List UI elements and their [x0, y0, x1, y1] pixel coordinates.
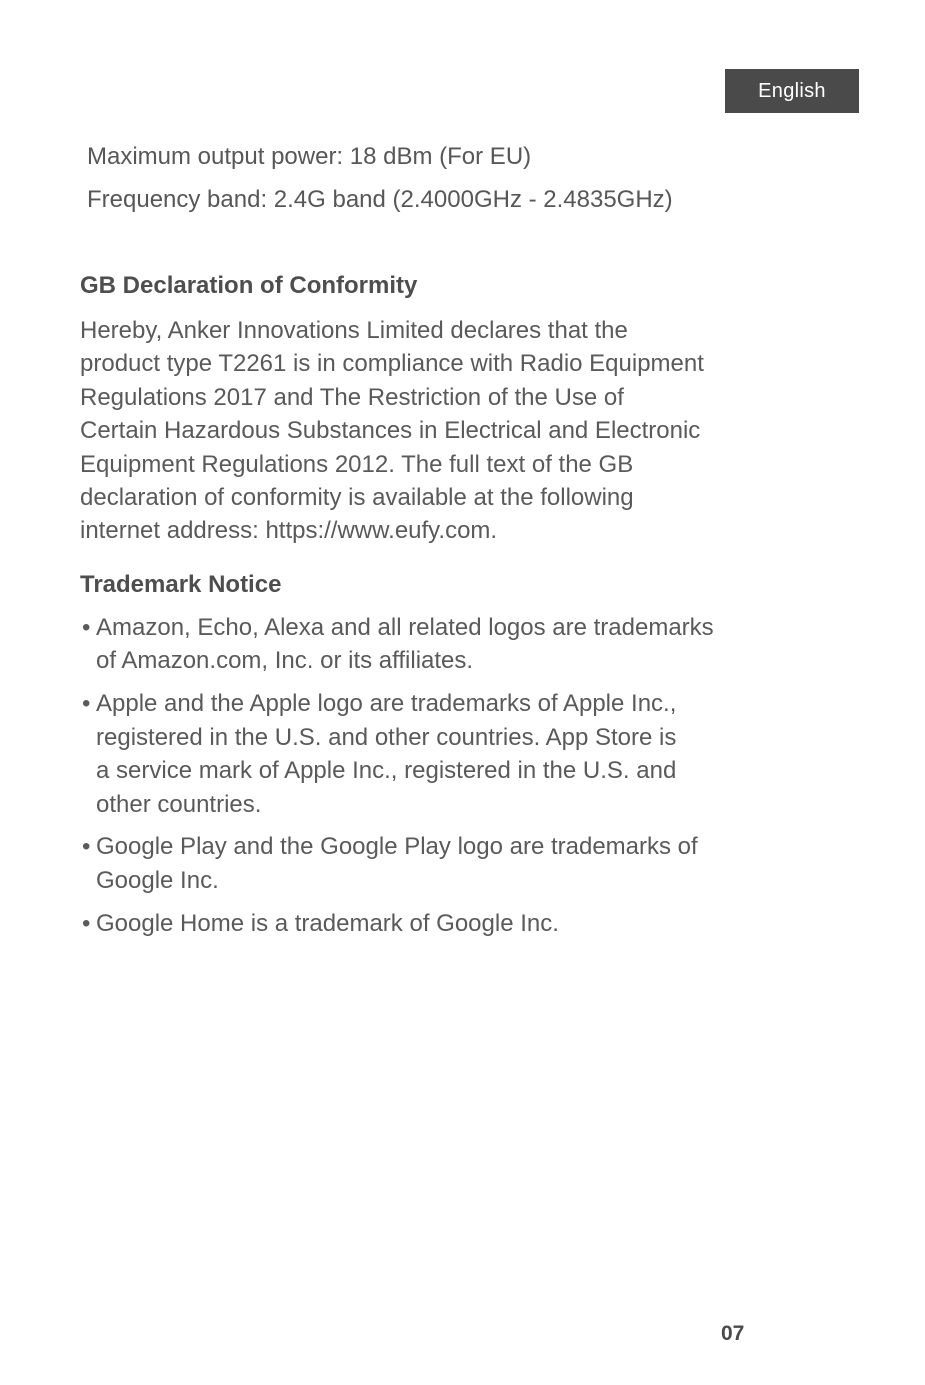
gb-declaration-line: product type T2261 is in compliance with Radio Equipment [80, 350, 704, 378]
gb-declaration-line: Certain Hazardous Substances in Electrical and Electronic [80, 417, 701, 445]
bullet-icon: • [82, 909, 91, 937]
list-item-line: Google Play and the Google Play logo are trademarks of [96, 833, 698, 861]
language-tab: English [725, 69, 859, 113]
list-item [80, 907, 770, 940]
spec-frequency-band: Frequency band: 2.4G band (2.4000GHz - 2.4835GHz) [87, 186, 673, 213]
list-item [80, 687, 770, 821]
list-item-line: Apple and the Apple logo are trademarks of Apple Inc., [96, 690, 677, 718]
bullet-icon: • [82, 690, 91, 718]
bullet-icon: • [82, 833, 91, 861]
gb-declaration-body [80, 314, 770, 548]
list-item [80, 830, 770, 897]
trademark-notice-title: Trademark Notice [80, 571, 282, 598]
bullet-icon: • [82, 614, 91, 641]
list-item-line: Amazon, Echo, Alexa and all related logos are trademarks [96, 614, 714, 641]
gb-declaration-line: declaration of conformity is available at the following [80, 484, 634, 512]
trademark-list [80, 611, 770, 950]
list-item-line: Google Inc. [96, 866, 219, 894]
gb-declaration-title: GB Declaration of Conformity [80, 272, 418, 299]
list-item-line: registered in the U.S. and other countries. App Store is [96, 723, 677, 751]
gb-declaration-line: internet address: https://www.eufy.com. [80, 517, 498, 545]
gb-declaration-line: Regulations 2017 and The Restriction of the Use of [80, 383, 624, 411]
list-item [80, 611, 770, 678]
spec-max-output-power: Maximum output power: 18 dBm (For EU) [87, 143, 532, 170]
gb-declaration-line: Hereby, Anker Innovations Limited declares that the [80, 317, 628, 344]
gb-declaration-line: Equipment Regulations 2012. The full text of the GB [80, 450, 634, 478]
list-item-line: other countries. [96, 790, 262, 818]
list-item-line: of Amazon.com, Inc. or its affiliates. [96, 647, 474, 675]
list-item-line: Google Home is a trademark of Google Inc. [96, 909, 559, 937]
page-number: 07 [721, 1322, 745, 1345]
list-item-line: a service mark of Apple Inc., registered in the U.S. and [96, 757, 677, 785]
